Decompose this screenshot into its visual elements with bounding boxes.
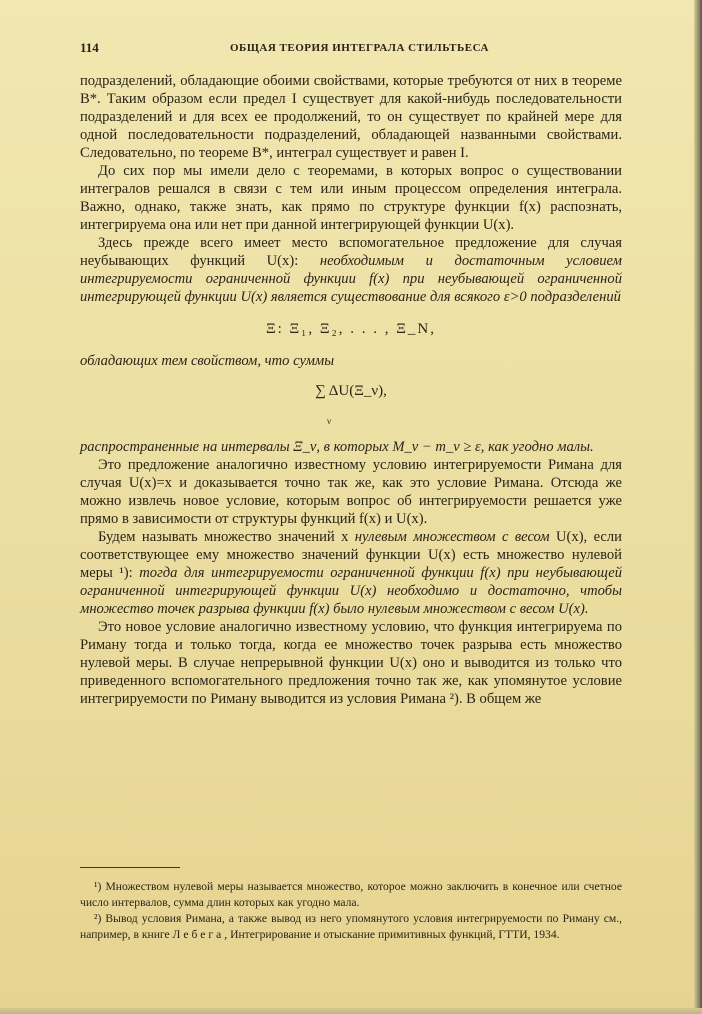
paragraph-6: Это предложение аналогично известному условию интегрируемости Римана для случая U(x)=x и доказывается точно так же, как это условие Римана. Отсюда же можно извлечь новое условие, которым вопрос об интегрируемости решается уже прямо в зависимости от структуры функций f(x) и U(x). bbox=[80, 457, 622, 527]
paragraph-3-text: Здесь прежде всего имеет место вспомогательное предложение для случая неубывающих функций U(x): bbox=[80, 235, 622, 269]
paragraph-3 bbox=[80, 234, 622, 306]
footnotes bbox=[80, 879, 622, 943]
formula-partition: Ξ: Ξ₁, Ξ₂, . . . , Ξ_N, bbox=[265, 321, 437, 337]
paragraph-7 bbox=[80, 528, 622, 618]
footnote-divider bbox=[80, 867, 180, 868]
paragraph-1: подразделений, обладающие обоими свойствами, которые требуются от них в теореме B*. Таким образом если предел I существует для какой-нибудь последовательности подразделений и для всех ее продолжений, то он существует по крайней мере для одной последовательности подразделений, обладающей названными свойствами. Следовательно, по теореме B*, интеграл существует и равен I. bbox=[80, 73, 622, 161]
formula-sum bbox=[80, 382, 622, 426]
paragraph-4: обладающих тем свойством, что суммы bbox=[80, 353, 335, 369]
paragraph-5: распространенные на интервалы Ξ_ν, в которых M_ν − m_ν ≥ ε, как угодно малы. bbox=[80, 439, 594, 455]
paragraph-7-c: U(x), если соответствующее ему множество значений функции U(x) есть множество нулевой меры ¹): bbox=[80, 529, 622, 581]
body-text bbox=[80, 72, 622, 708]
footnote-2-a: ²) Вывод условия Римана, а также вывод из него упомянутого условия интегрируемости по Риману см., например, в книге bbox=[80, 912, 622, 941]
page-bottom-edge bbox=[0, 1008, 702, 1014]
paragraph-7-a: Будем называть множество значений x bbox=[98, 529, 355, 545]
sum-expression: ∑ ΔU(Ξ_ν), bbox=[315, 383, 387, 399]
sum-index: ν bbox=[327, 416, 332, 426]
page-number: 114 bbox=[80, 40, 99, 55]
paragraph-2: До сих пор мы имели дело с теоремами, в которых вопрос о существовании интегралов решался в связи с тем или иным процессом определения интеграла. Важно, однако, также знать, как прямо по структуре функции f(x) распознать, интегрируема она или нет при данной интегрирующей функции U(x). bbox=[80, 163, 622, 233]
footnote-2-author: Лебега bbox=[172, 928, 225, 941]
footnote-2-b: , Интегрирование и отыскание примитивных функций, ГТТИ, 1934. bbox=[224, 928, 560, 941]
running-title: ОБЩАЯ ТЕОРИЯ ИНТЕГРАЛА СТИЛЬТЬЕСА bbox=[230, 42, 489, 54]
footnote-1: ¹) Множеством нулевой меры называется множество, которое можно заключить в конечное или счетное число интервалов, сумма длин которых как угодно мала. bbox=[80, 880, 622, 909]
lemma-statement: необходимым и достаточным условием интегрируемости ограниченной функции f(x) при неубывающей ограниченной интегрирующей функции U(x) является существование для всякого ε>0 подразделений bbox=[80, 253, 622, 305]
term-null-set-with-weight: нулевым множеством с весом bbox=[354, 529, 550, 545]
page-edge bbox=[694, 0, 702, 1014]
footnote-2 bbox=[80, 911, 622, 943]
paragraph-8: Это новое условие аналогично известному условию, что функция интегрируема по Риману тогда и только тогда, когда ее множество точек разрыва есть множество нулевой меры. В случае непрерывной функции U(x) оно и выводится из только что приведенного вспомогательного предложения точно так же, как упомянутое условие интегрируемости по Риману выводится из условия Римана ²). В общем же bbox=[80, 619, 622, 707]
page-header bbox=[80, 40, 620, 58]
theorem-statement: тогда для интегрируемости ограниченной функции f(x) при неубывающей ограниченной интегрирующей функции U(x) необходимо и достаточно, чтобы множество точек разрыва функции f(x) было нулевым множеством с весом U(x). bbox=[80, 565, 622, 617]
